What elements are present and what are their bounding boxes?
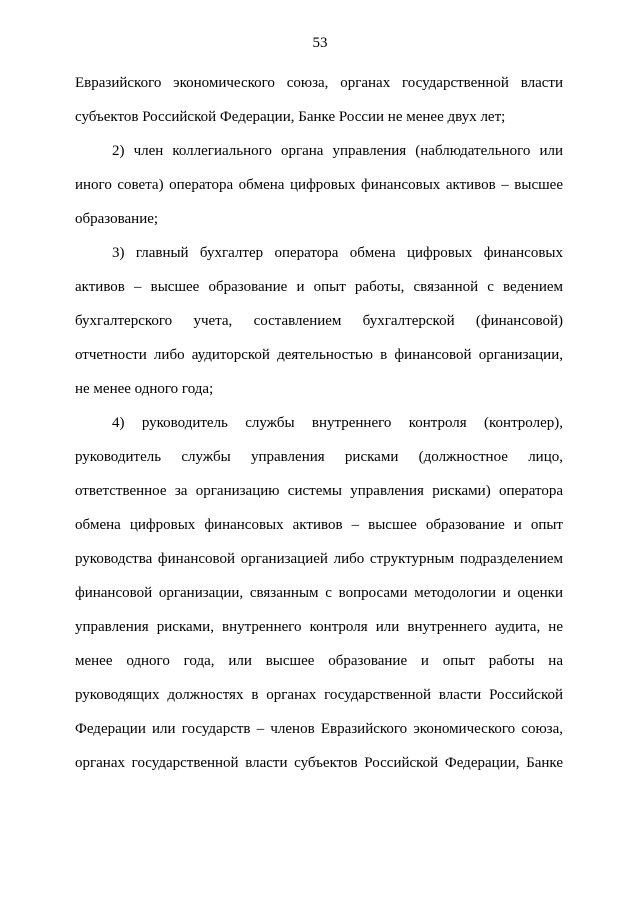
- page-number: 53: [312, 35, 328, 51]
- text-line: руководитель службы управления рисками (должностное лицо,: [75, 449, 563, 465]
- text-line: Федерации или государств – членов Евразийского экономического союза,: [75, 721, 563, 737]
- text-line: активов – высшее образование и опыт работы, связанной с ведением: [75, 279, 563, 295]
- text-line: бухгалтерского учета, составлением бухгалтерской (финансовой): [75, 313, 563, 329]
- text-line: Евразийского экономического союза, органах государственной власти: [75, 75, 563, 91]
- text-line: 4) руководитель службы внутреннего контроля (контролер),: [112, 415, 563, 431]
- text-line: менее одного года, или высшее образование и опыт работы на: [75, 653, 563, 669]
- text-line: отчетности либо аудиторской деятельностью в финансовой организации,: [75, 347, 563, 363]
- text-line: финансовой организации, связанным с вопросами методологии и оценки: [75, 585, 563, 601]
- text-line: руководящих должностях в органах государственной власти Российской: [75, 687, 563, 703]
- text-line: 3) главный бухгалтер оператора обмена цифровых финансовых: [112, 245, 563, 261]
- text-line: ответственное за организацию системы управления рисками) оператора: [75, 483, 563, 499]
- text-line: образование;: [75, 211, 159, 227]
- text-line: органах государственной власти субъектов Российской Федерации, Банке: [75, 755, 563, 771]
- text-line: не менее одного года;: [75, 381, 214, 397]
- text-line: иного совета) оператора обмена цифровых финансовых активов – высшее: [75, 177, 563, 193]
- text-line: обмена цифровых финансовых активов – высшее образование и опыт: [75, 517, 563, 533]
- text-line: управления рисками, внутреннего контроля или внутреннего аудита, не: [75, 619, 563, 635]
- text-line: руководства финансовой организацией либо структурным подразделением: [75, 551, 563, 567]
- document-body: [75, 66, 563, 780]
- text-line: 2) член коллегиального органа управления (наблюдательного или: [112, 143, 563, 159]
- text-line: субъектов Российской Федерации, Банке России не менее двух лет;: [75, 109, 506, 125]
